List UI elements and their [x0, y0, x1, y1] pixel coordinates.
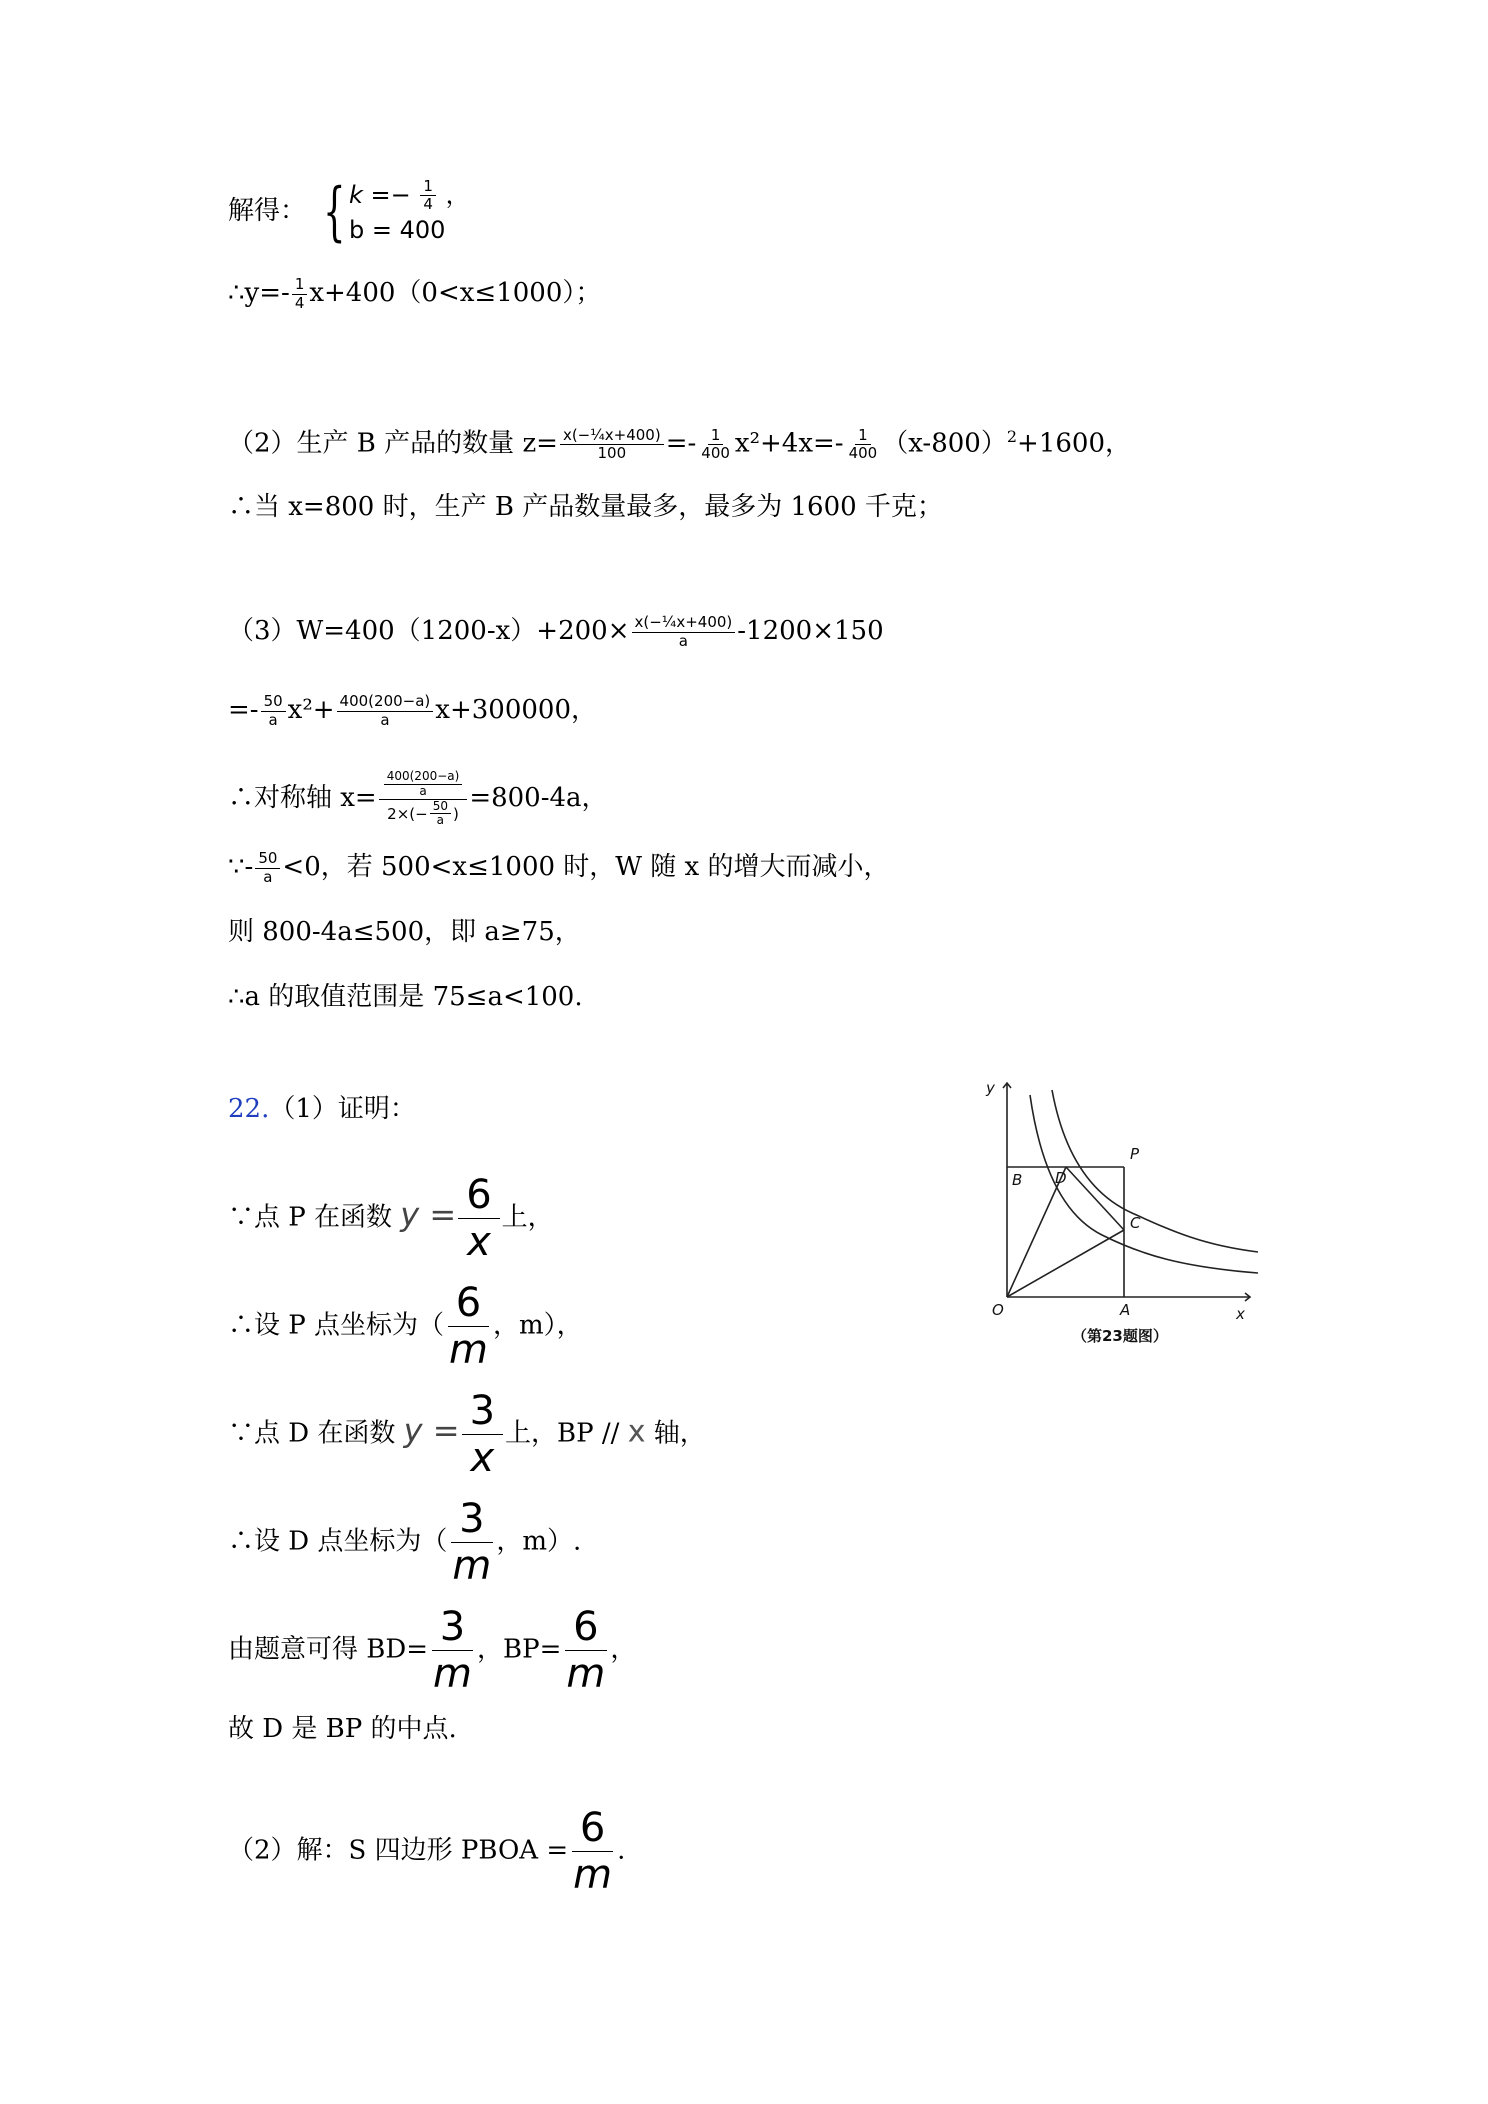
axis-prefix: ∴对称轴 x= — [228, 783, 377, 814]
label-C: C — [1130, 1214, 1141, 1232]
result-suffix: x+400（0<x≤1000）； — [309, 278, 602, 308]
k-den: 4 — [423, 195, 433, 214]
since-den: a — [263, 867, 273, 886]
w-expanded-line — [228, 693, 597, 729]
solve-prefix: 解得： — [228, 195, 307, 226]
label-B: B — [1012, 1171, 1023, 1189]
p-num: 6 — [458, 1172, 499, 1219]
since-line — [228, 850, 890, 886]
p2-pre: （2）解：S 四边形 PBOA = — [228, 1835, 569, 1866]
midpoint-line: 故 D 是 BP 的中点. — [228, 1714, 457, 1744]
d-coord-post: ，m）. — [496, 1526, 582, 1557]
w-prefix: （3）W=400（1200-x）+200× — [228, 616, 630, 646]
p-den: x — [467, 1219, 491, 1265]
label-A: A — [1120, 1301, 1131, 1319]
q22-head — [228, 1092, 416, 1126]
question-number: 22. — [228, 1094, 270, 1124]
bp-num: 6 — [565, 1604, 606, 1651]
label-P: P — [1130, 1145, 1140, 1163]
part2-mid: x²+4x=- — [734, 428, 844, 459]
d-line-pre: ∵点 D 在函数 — [228, 1418, 396, 1449]
d-coord-den: m — [452, 1543, 492, 1589]
l2-frac2-den: a — [380, 710, 390, 729]
k-comma: ， — [445, 180, 470, 209]
result-line — [228, 276, 601, 312]
p2-den: m — [573, 1852, 613, 1898]
label-x: x — [1236, 1305, 1245, 1323]
bd-pre: 由题意可得 BD= — [228, 1634, 429, 1665]
d-coord-pre: ∴设 D 点坐标为（ — [228, 1526, 448, 1557]
part2-area-line — [228, 1805, 625, 1898]
bp-pre: ，BP= — [476, 1634, 562, 1665]
d-coord-line — [228, 1496, 581, 1589]
l2-frac1-den: a — [268, 710, 278, 729]
p-coord-num: 6 — [448, 1280, 489, 1327]
brace-icon: { — [323, 174, 346, 249]
bp-post: ， — [610, 1634, 637, 1665]
label-O: O — [992, 1301, 1004, 1319]
bd-den: m — [433, 1651, 472, 1697]
bd-num: 3 — [432, 1604, 473, 1651]
hyperbola-figure — [972, 1075, 1258, 1365]
d-coord-num: 3 — [451, 1496, 492, 1543]
axis-top-den: a — [419, 783, 427, 798]
bp-den: m — [566, 1651, 606, 1697]
d-function-line — [228, 1388, 706, 1481]
axis-line — [228, 770, 608, 828]
q22-head-text: （1）证明： — [269, 1094, 416, 1124]
part2-frac1-num: x(−¼x+400) — [560, 427, 664, 445]
p-coord-post: ，m）， — [493, 1310, 583, 1341]
l2-frac2-num: 400(200−a) — [337, 693, 434, 711]
part2-tail2: +1600， — [1017, 428, 1131, 459]
equation-system — [314, 174, 470, 249]
w-suffix: -1200×150 — [737, 616, 884, 646]
d-line-post: 轴， — [653, 1418, 706, 1449]
part2-frac2-den: 400 — [701, 444, 730, 463]
part2-prefix: （2）生产 B 产品的数量 z= — [228, 428, 558, 459]
since-prefix: ∵- — [228, 852, 254, 882]
part2-conclusion: ∴当 x=800 时，生产 B 产品数量最多，最多为 1600 千克； — [228, 492, 943, 522]
w-line — [228, 614, 884, 650]
part2-tail: （x-800） — [882, 428, 1007, 459]
l2-suffix: x+300000， — [435, 695, 597, 725]
label-D: D — [1055, 1169, 1067, 1187]
label-y: y — [986, 1079, 995, 1097]
axis-top-num: 400(200−a) — [384, 770, 463, 785]
d-x: x — [627, 1414, 646, 1450]
p-line-post: 上， — [501, 1202, 554, 1233]
k-lhs: k =− — [349, 180, 411, 209]
range-line: ∴a 的取值范围是 75≤a<100. — [228, 982, 583, 1012]
p-coord-den: m — [449, 1327, 488, 1373]
p-function-line — [228, 1172, 554, 1265]
solve-line — [228, 174, 470, 249]
part2-frac3-num: 1 — [855, 427, 871, 445]
l2-mid: x²+ — [287, 695, 335, 725]
b-row: b = 400 — [349, 215, 446, 244]
result-prefix: ∴y=- — [228, 278, 290, 308]
result-den: 4 — [294, 293, 305, 312]
part2-frac3-den: 400 — [848, 444, 878, 463]
p-y: y = — [400, 1195, 457, 1234]
part2-eq1: =- — [665, 428, 697, 459]
k-num: 1 — [420, 178, 436, 196]
w-frac-num: x(−¼x+400) — [632, 614, 736, 632]
p-line-pre: ∵点 P 在函数 — [228, 1202, 393, 1233]
since-suffix: <0，若 500<x≤1000 时，W 随 x 的增大而减小， — [282, 852, 890, 882]
p-coord-pre: ∴设 P 点坐标为（ — [228, 1310, 445, 1341]
part2-frac2-num: 1 — [708, 427, 724, 445]
since-num: 50 — [255, 850, 280, 868]
d-num: 3 — [462, 1388, 503, 1435]
axis-bot-den: a — [436, 813, 445, 828]
d-y: y = — [403, 1411, 460, 1450]
p2-num: 6 — [572, 1805, 613, 1852]
axis-bot-num: 50 — [430, 800, 451, 815]
axis-fraction — [379, 770, 468, 828]
w-frac-den: a — [678, 631, 688, 650]
bd-bp-line — [228, 1604, 636, 1697]
segment-DC — [1066, 1167, 1124, 1230]
part2-tail-sup: 2 — [1006, 427, 1018, 446]
segment-OC — [1007, 1230, 1124, 1297]
k-row — [349, 178, 470, 214]
axis-suffix: =800-4a， — [469, 783, 608, 814]
part2-line — [228, 420, 1131, 462]
l2-prefix: =- — [228, 695, 259, 725]
l2-frac1-num: 50 — [261, 693, 286, 711]
part2-frac1-den: 100 — [597, 444, 627, 463]
then-line: 则 800-4a≤500，即 a≥75， — [228, 917, 581, 947]
d-den: x — [470, 1435, 495, 1481]
d-line-mid: 上，BP // — [505, 1418, 620, 1449]
curve-y-6-over-x — [1052, 1090, 1258, 1252]
result-num: 1 — [292, 276, 308, 294]
axis-bot-post: ) — [453, 804, 459, 823]
figure-caption: （第23题图） — [1072, 1327, 1168, 1345]
p2-post: . — [617, 1835, 626, 1866]
axis-bot-pre: 2×(− — [387, 804, 428, 823]
p-coord-line — [228, 1280, 583, 1373]
